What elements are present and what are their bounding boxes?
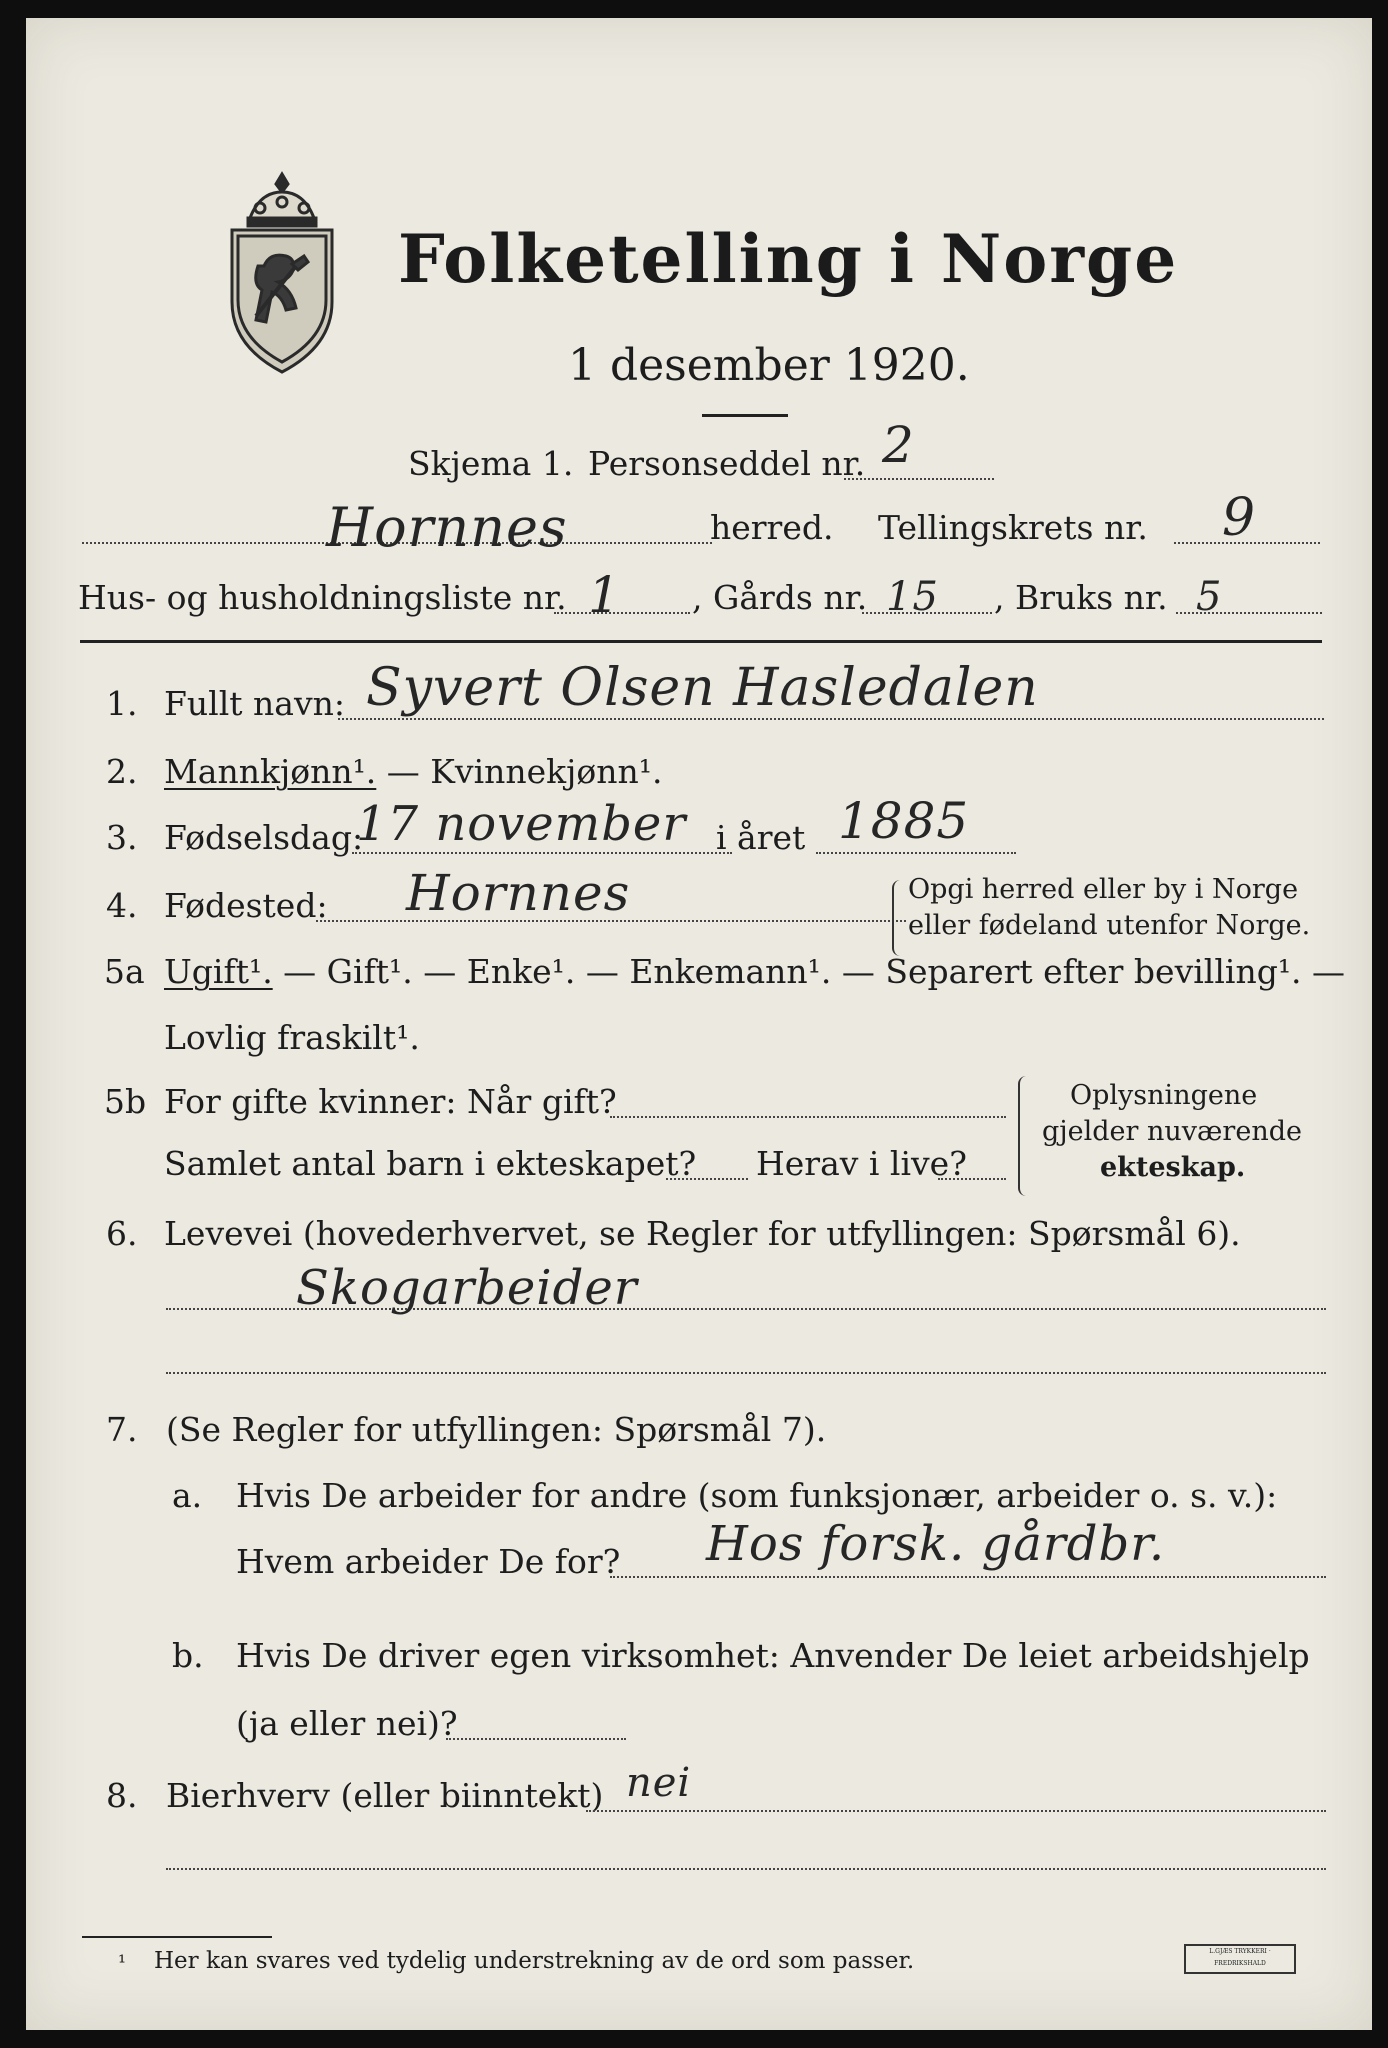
gards-label: , Gårds nr. (692, 578, 868, 617)
birthday-value[interactable]: 17 november (356, 796, 687, 852)
personseddel-label: Personseddel nr. (588, 444, 866, 483)
husholdningsliste-value[interactable]: 1 (588, 566, 621, 624)
husholdningsliste-line (554, 612, 690, 614)
q8-line (586, 1810, 1326, 1812)
q6-number: 6. (106, 1214, 138, 1253)
bruks-value[interactable]: 5 (1196, 574, 1223, 620)
q4-brace (892, 880, 904, 956)
q7a-label-line1: Hvis De arbeider for andre (som funksjonær, arbeider o. s. v.): (236, 1476, 1278, 1515)
q1-line (338, 718, 1324, 720)
ugift-option[interactable]: Ugift¹. (164, 952, 273, 991)
personseddel-value[interactable]: 2 (882, 416, 915, 474)
side-income-value[interactable]: nei (626, 1760, 692, 1806)
gards-value[interactable]: 15 (886, 574, 939, 620)
coat-of-arms-icon (226, 166, 338, 378)
q3-year-line (816, 852, 1016, 854)
q7b-line[interactable] (446, 1738, 626, 1740)
q5b-children-line[interactable] (666, 1178, 748, 1180)
q1-number: 1. (106, 684, 138, 723)
q7-label: (Se Regler for utfyllingen: Spørsmål 7). (166, 1410, 827, 1449)
husholdningsliste-label: Hus- og husholdningsliste nr. (78, 578, 567, 617)
full-name-value[interactable]: Syvert Olsen Hasledalen (366, 658, 1039, 718)
female-option[interactable]: Kvinnekjønn¹. (430, 752, 663, 791)
q6-label: Levevei (hovederhvervet, se Regler for utfyllingen: Spørsmål 6). (164, 1214, 1241, 1253)
q5b-alive-label: Herav i live? (756, 1144, 967, 1183)
q2-options (164, 752, 663, 791)
q3-year-label: i året (716, 818, 806, 857)
birth-year-value[interactable]: 1885 (838, 792, 970, 850)
herred-value[interactable]: Hornnes (326, 496, 568, 559)
q3-line (352, 852, 732, 854)
title-divider (702, 414, 788, 417)
header-separator (80, 640, 1322, 643)
form-title: Folketelling i Norge (398, 220, 1179, 298)
q6-line2[interactable] (166, 1372, 1326, 1374)
birthplace-value[interactable]: Hornnes (406, 864, 631, 922)
footnote-rule (82, 1936, 272, 1938)
q5b-note-line3: ekteskap. (1100, 1152, 1246, 1183)
q4-note-line1: Opgi herred eller by i Norge (908, 874, 1299, 905)
q5b-married-label: For gifte kvinner: Når gift? (164, 1082, 617, 1121)
q7b-label-line2: (ja eller nei)? (236, 1704, 458, 1743)
q7-number: 7. (106, 1410, 138, 1449)
q4-label: Fødested: (164, 886, 328, 925)
marital-other-options[interactable]: — Gift¹. — Enke¹. — Enkemann¹. — Separert efter bevilling¹. — (272, 952, 1346, 991)
q5b-brace (1018, 1076, 1032, 1196)
male-option[interactable]: Mannkjønn¹. (164, 752, 377, 791)
q5b-note-line2: gjelder nuværende (1042, 1116, 1302, 1147)
occupation-value[interactable]: Skogarbeider (296, 1260, 638, 1316)
tellingskrets-value[interactable]: 9 (1222, 488, 1257, 548)
q8-line2[interactable] (166, 1868, 1326, 1870)
bruks-label: , Bruks nr. (994, 578, 1168, 617)
q5a-number: 5a (104, 952, 145, 991)
printer-stamp: L.GJÆS TRYKKERI · FREDRIKSHALD (1184, 1944, 1296, 1974)
personseddel-line (844, 478, 994, 480)
q2-number: 2. (106, 752, 138, 791)
q3-number: 3. (106, 818, 138, 857)
tellingskrets-label: Tellingskrets nr. (878, 508, 1148, 547)
census-date: 1 desember 1920. (568, 340, 970, 391)
q5b-married-line[interactable] (610, 1116, 1006, 1118)
herred-label: herred. (710, 508, 834, 547)
q7a-line (610, 1576, 1326, 1578)
footnote-marker: ¹ (118, 1950, 127, 1974)
skjema-label: Skjema 1. (408, 444, 574, 483)
q5a-options (164, 952, 1345, 991)
q7b-letter: b. (172, 1636, 204, 1675)
q4-number: 4. (106, 886, 138, 925)
q7a-label-line2: Hvem arbeider De for? (236, 1542, 621, 1581)
q8-label: Bierhverv (eller biinntekt) (166, 1776, 604, 1815)
q5b-number: 5b (104, 1082, 147, 1121)
q3-label: Fødselsdag: (164, 818, 364, 857)
q5b-note-line1: Oplysningene (1070, 1080, 1258, 1111)
q5b-children-label: Samlet antal barn i ekteskapet? (164, 1144, 697, 1183)
q5b-alive-line[interactable] (938, 1178, 1006, 1180)
q8-number: 8. (106, 1776, 138, 1815)
lovlig-fraskilt-option[interactable]: Lovlig fraskilt¹. (164, 1018, 420, 1057)
employer-value[interactable]: Hos forsk. gårdbr. (706, 1516, 1166, 1572)
q4-note-line2: eller fødeland utenfor Norge. (908, 910, 1311, 941)
q2-separator: — (376, 752, 431, 791)
q7b-label-line1: Hvis De driver egen virksomhet: Anvender De leiet arbeidshjelp (236, 1636, 1310, 1675)
census-form-sheet (26, 18, 1372, 2030)
q1-label: Fullt navn: (164, 684, 345, 723)
q7a-letter: a. (172, 1476, 203, 1515)
footnote-text: Her kan svares ved tydelig understrekning av de ord som passer. (154, 1948, 915, 1974)
